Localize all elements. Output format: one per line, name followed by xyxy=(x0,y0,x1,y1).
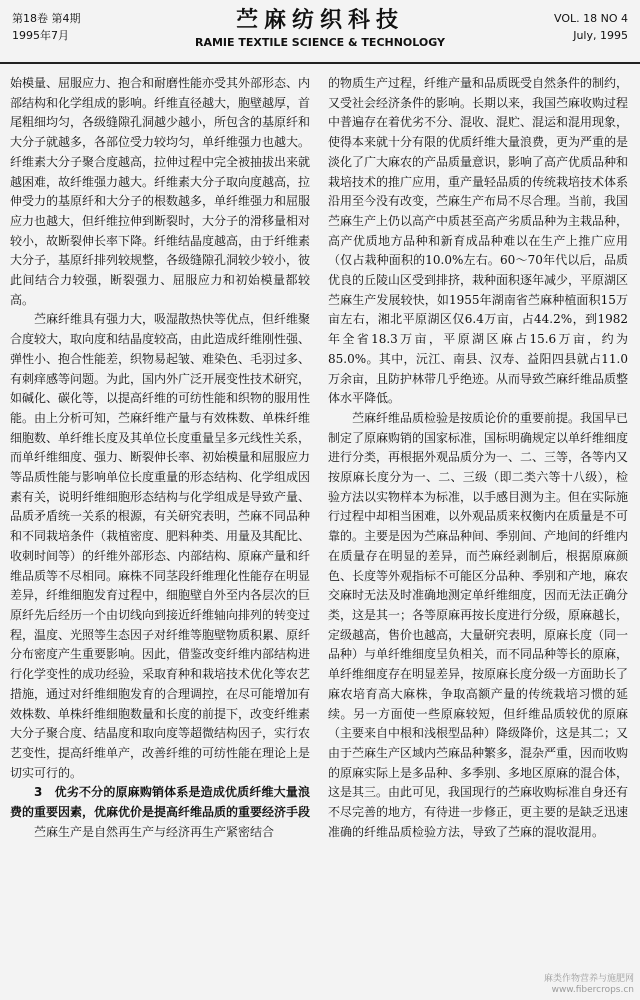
article-body xyxy=(10,74,630,990)
journal-title-cn: 苎麻纺织科技 xyxy=(235,7,404,33)
right-column xyxy=(328,74,628,990)
date-en: July, 1995 xyxy=(573,29,628,42)
watermark-url: www.fibercrops.cn xyxy=(551,985,634,995)
paragraph: 苎麻纤维品质检验是按质论价的重要前提。我国早已制定了原麻购销的国家标准，国标明确规定以单纤维细度进行分类，再根据外观品质分为一、二、三等，各等内又按原麻长度分为一、二、三级（即二类六等十八级），检验方法以实物样本为标准，以手感目测为主。但在实际施行过程中却相当困难，以外观品质来权衡内在质量是不可靠的。主要是因为苎麻品种间、季别间、产地间的纤维内在质量存在明显的差异，而苎麻经剥制后，根据原麻颜色、长度等外观指标不可能区分品种、季别和产地，麻农交麻时无法及时准确地测定单纤维细度，因而无法正确分类，这是其一；各等原麻再按长度进行分级，原麻越长，定级越高，售价也越高，大量研究表明，原麻长度（同一品种）与单纤维细度呈负相关，而不同品种等长的原麻，单纤维细度存在明显差异，按原麻长度分级一方面助长了麻农培育高大麻株，争取高额产量的传统栽培习惯的延续。另一方面使一些原麻较短，但纤维品质较优的原麻（主要来自中根和浅根型品种）降级降价，这是其二；又由于苎麻生产区域内苎麻品种繁多，混杂严重，因而收购的原麻实际上是多品种、多季别、多地区原麻的混合体，这是其三。由此可见，我国现行的苎麻收购标准自身还有不尽完善的地方，有待进一步修正，更主要的是缺乏迅速准确的纤维品质检验方法，导致了苎麻的混收混用。 xyxy=(328,410,628,839)
section-heading: 3 优劣不分的原麻购销体系是造成优质纤维大量浪费的重要因素，优麻优价是提高纤维品质的重要经济手段 xyxy=(10,785,310,820)
journal-header xyxy=(0,0,640,64)
paragraph: 苎麻纤维具有强力大，吸湿散热快等优点，但纤维聚合度较大，取向度和结晶度较高，由此造成纤维刚性强、弹性小、抱合性能差，织物易起皱、难染色、毛羽过多、有刺痒感等问题。为此，国内外广泛开展变性技术研究，如碱化、碳化等，以提高纤维的可纺性能和织物的服用性能。由上分析可知，苎麻纤维产量与有效株数、单株纤维细胞数、单纤维长度及其单位长度重量呈多元线性关系，而单纤维细度、强力、断裂伸长率、初始模量和屈服应力等品质性能与影响单位长度重量的形态结构、化学组成因素有关，说明纤维细胞形态结构与化学组成是导致产量、品质矛盾统一关系的根源，有关研究表明，苎麻不同品种和不同栽培条件（栽植密度、肥料种类、用量及其配比、收刺时间等）的纤维外部形态、内部结构、原麻产量和纤维品质等不尽相同。麻株不同茎段纤维理化性能存在明显差异，纤维细胞发育过程中，细胞壁自外至内各层次的巨原纤先后经历一个由切线向到接近纤维轴向排列的转变过程，温度、光照等生态因子对纤维等胞壁物质积累、原纤分布密度产生重要影响。因此，借鉴改变纤维内部结构进行化学变性的成功经验，采取育种和栽培技术优化等农艺措施，通过对纤维细胞发育的合理调控，在尽可能增加有效株数、单株纤维细胞数量和长度的前提下，改变纤维素大分子聚合度、结晶度和取向度等超微结构因子，实行农艺变性，提高纤维单产，改善纤维的可纺性能在理论上是切实可行的。 xyxy=(10,312,310,780)
left-column xyxy=(10,74,310,990)
volume-issue-en: VOL. 18 NO 4 xyxy=(554,12,628,25)
site-watermark xyxy=(544,974,634,996)
paragraph: 的物质生产过程，纤维产量和品质既受自然条件的制约，又受社会经济条件的影响。长期以来，我国苎麻收购过程中普遍存在着优劣不分、混收、混贮、混运和混用现象，使得本来就十分有限的优质纤维大量浪费，更为严重的是淡化了广大麻农的产品质量意识，影响了高产优质品种和栽培技术的推广应用，重产量轻品质的传统栽培技术体系沿用至今没有改变，苎麻生产布局不尽合理。当前，我国苎麻生产上仍以高产中质甚至高产劣质品种为主栽品种，高产优质地方品种和新育成品种难以在生产上推广应用（仅占栽种面积的10.0%左右。60～70年代以后，品质优良的丘陵山区受到排挤，栽种面积逐年减少，平原湖区苎麻生产发展较快，如1955年湖南省苎麻种植面积15万亩左右，湘北平原湖区仅6.4万亩，占44.2%，到1982年全省18.3万亩，平原湖区麻占15.6万亩，约为85.0%。其中，沅江、南县、汉寿、益阳四县就占11.0万余亩，且防护林带几乎绝迹。从而导致苎麻纤维品质整体水平降低。 xyxy=(328,76,628,406)
header-left xyxy=(12,10,81,44)
watermark-name: 麻类作物营养与施肥网 xyxy=(543,974,634,984)
date-cn: 1995年7月 xyxy=(12,29,69,42)
volume-issue-cn: 第18卷 第4期 xyxy=(12,12,81,25)
header-center xyxy=(160,6,480,52)
journal-title-en: RAMIE TEXTILE SCIENCE & TECHNOLOGY xyxy=(194,36,446,49)
paragraph: 始模量、屈服应力、抱合和耐磨性能亦受其外部形态、内部结构和化学组成的影响。纤维直径越大，胞壁越厚，首尾粗细均匀，各级缝隙孔洞越少越小，所包含的基原纤和大分子就越多，各部位受力较均匀，单纤维强力也越大。纤维素大分子聚合度越高，拉伸过程中完全被抽拔出来就越困难，故纤维强力越大。纤维素大分子取向度越高，拉伸受力的基原纤和大分子的根数越多，单纤维强力和屈服应力也越大，但纤维拉伸到断裂时，大分子的滑移量相对较小，故断裂伸长率下降。纤维结晶度越高，由于纤维素大分子，基原纤排列较规整，各级缝隙孔洞较少较小，彼此间结合力较强，断裂强力、屈服应力和初始模量都较高。 xyxy=(10,76,310,307)
header-right xyxy=(554,10,628,44)
paragraph: 苎麻生产是自然再生产与经济再生产紧密结合 xyxy=(34,824,275,839)
